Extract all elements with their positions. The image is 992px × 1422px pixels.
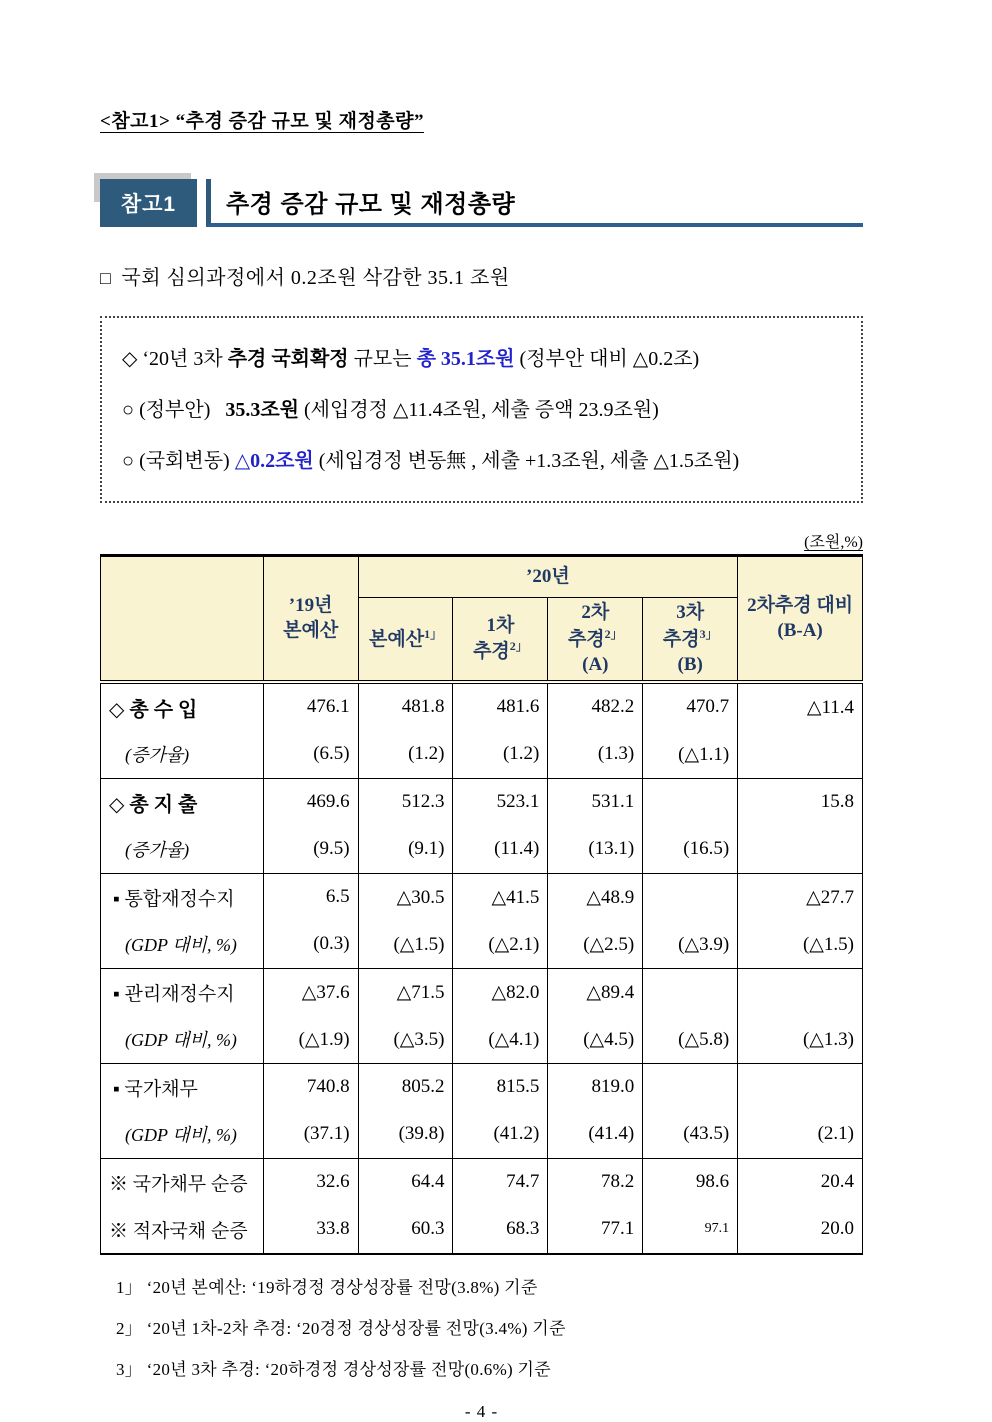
table-unit-note [100,529,863,552]
table-row [101,1111,863,1159]
cell-value: 32.6 [263,1158,358,1206]
cell-value: (16.5) [643,826,738,874]
cell-value [643,1063,738,1111]
header-col-supp2: 2차 추경$^{2」}$ (A) [548,598,643,682]
cell-value: (1.2) [358,731,453,779]
cell-value: (0.3) [263,921,358,969]
cell-value [643,968,738,1016]
cell-value: 523.1 [453,778,548,826]
cell-value [738,826,863,874]
table-body [101,682,863,1254]
cell-value: 98.6 [643,1158,738,1206]
footnote-3: 3」 ‘20년 3차 추경: ‘20하경정 경상성장률 전망(0.6%) 기준 [116,1359,551,1379]
table-row [101,778,863,826]
cell-value: 815.5 [453,1063,548,1111]
header-empty-cell [101,556,264,682]
header-col-supp3: 3차 추경$^{3」}$ (B) [643,598,738,682]
cell-value: 68.3 [453,1206,548,1254]
cell-value: (6.5) [263,731,358,779]
page-title: 추경 증감 규모 및 재정총량 [226,190,516,218]
table-row [101,1158,863,1206]
cell-value: 74.7 [453,1158,548,1206]
table-row [101,968,863,1016]
doc-reference-heading: <참고1> “추경 증감 규모 및 재정총량” [100,111,425,132]
header-col-main-budget: 본예산$^{1」}$ [358,598,453,682]
page-number: - 4 - [464,1401,499,1421]
cell-value [738,1063,863,1111]
cell-value: △48.9 [548,873,643,921]
table-row [101,873,863,921]
cell-value: 482.2 [548,682,643,731]
cell-value: (△1.3) [738,1016,863,1064]
cell-value: 78.2 [548,1158,643,1206]
cell-value: (1.3) [548,731,643,779]
cell-value: (△3.9) [643,921,738,969]
cell-value: (△1.9) [263,1016,358,1064]
header-col-diff: 2차추경 대비 (B-A) [738,556,863,682]
footnote-2: 2」 ‘20년 1차-2차 추경: ‘20경정 경상성장률 전망(3.4%) 기준 [116,1318,566,1338]
table-row [101,921,863,969]
cell-value: △37.6 [263,968,358,1016]
cell-value: 469.6 [263,778,358,826]
cell-value: 20.4 [738,1158,863,1206]
cell-value: 805.2 [358,1063,453,1111]
summary-line-2 [122,393,847,422]
cell-value: 819.0 [548,1063,643,1111]
footnote-1: 1」 ‘20년 본예산: ‘19하경정 경상성장률 전망(3.8%) 기준 [116,1277,538,1297]
row-label: ▪ 관리재정수지 [101,968,264,1016]
table-row [101,1063,863,1111]
cell-value [643,873,738,921]
header-col-19: ’19년 본예산 [263,556,358,682]
row-label: (GDP 대비, %) [125,1030,237,1051]
cell-value: 531.1 [548,778,643,826]
document-page [100,0,863,1422]
cell-value: (△5.8) [643,1016,738,1064]
summary-line3-seg3: (세입경정 변동無 , 세출 +1.3조원, 세출 △1.5조원) [313,450,740,472]
cell-value: △11.4 [738,682,863,731]
cell-value: 15.8 [738,778,863,826]
cell-value: (△3.5) [358,1016,453,1064]
cell-value: (37.1) [263,1111,358,1159]
cell-value: 33.8 [263,1206,358,1254]
cell-value: (13.1) [548,826,643,874]
table-row [101,1206,863,1254]
cell-value: (△4.1) [453,1016,548,1064]
cell-value: (2.1) [738,1111,863,1159]
cell-value: 97.1 [643,1206,738,1254]
summary-line1-seg2: 추경 국회확정 [227,348,349,370]
cell-value: 60.3 [358,1206,453,1254]
table-row [101,731,863,779]
table-header [101,556,863,682]
section-title-wrap [206,179,863,227]
cell-value: (△2.5) [548,921,643,969]
lead-bullet-line [100,261,863,290]
header-col-supp1: 1차 추경$^{2」}$ [453,598,548,682]
cell-value [738,731,863,779]
cell-value: △41.5 [453,873,548,921]
unit-note-text: (조원,%) [804,534,863,551]
cell-value: (9.5) [263,826,358,874]
cell-value: (39.8) [358,1111,453,1159]
row-label: ※ 국가채무 순증 [101,1158,264,1206]
row-label: ※ 적자국채 순증 [109,1220,248,1242]
cell-value: (43.5) [643,1111,738,1159]
cell-value [643,778,738,826]
cell-value: (11.4) [453,826,548,874]
cell-value: 64.4 [358,1158,453,1206]
cell-value: (△2.1) [453,921,548,969]
cell-value: (9.1) [358,826,453,874]
summary-line2-seg1: ○ (정부안) [122,399,226,421]
header-group-20: ’20년 [358,556,738,598]
cell-value: 740.8 [263,1063,358,1111]
row-label: ◇ 총 지 출 [101,778,264,826]
section-header [100,179,863,227]
summary-line2-amount: 35.3조원 [225,399,300,421]
cell-value: (△4.5) [548,1016,643,1064]
square-bullet-icon: □ [100,268,112,288]
cell-value: 20.0 [738,1206,863,1254]
cell-value: △27.7 [738,873,863,921]
cell-value: (41.2) [453,1111,548,1159]
cell-value: 481.8 [358,682,453,731]
cell-value [738,968,863,1016]
summary-line1-highlight: 총 35.1조원 [416,348,515,370]
table-row [101,826,863,874]
cell-value: 77.1 [548,1206,643,1254]
summary-line-3 [122,444,847,473]
fiscal-summary-table [100,554,863,1255]
summary-line3-highlight: △0.2조원 [234,450,314,472]
summary-line1-seg1: ◇ ‘20년 3차 [122,348,228,370]
row-label: (GDP 대비, %) [125,935,237,956]
summary-line1-seg3: 규모는 [348,348,417,370]
summary-line1-seg5: (정부안 대비 △0.2조) [514,348,700,370]
cell-value: 476.1 [263,682,358,731]
cell-value: 470.7 [643,682,738,731]
row-label: (증가율) [125,840,190,861]
table-row [101,1016,863,1064]
row-label: ▪ 국가채무 [101,1063,264,1111]
cell-value: (△1.5) [738,921,863,969]
summary-line3-seg1: ○ (국회변동) [122,450,235,472]
summary-line2-seg3: (세입경정 △11.4조원, 세출 증액 23.9조원) [299,399,659,421]
row-label: ▪ 통합재정수지 [101,873,264,921]
cell-value: △30.5 [358,873,453,921]
cell-value: 481.6 [453,682,548,731]
summary-line-1 [122,342,847,371]
row-label: (GDP 대비, %) [125,1125,237,1146]
section-badge: 참고1 [100,179,197,227]
cell-value: 6.5 [263,873,358,921]
row-label: (증가율) [125,745,190,766]
cell-value: (△1.1) [643,731,738,779]
cell-value: △82.0 [453,968,548,1016]
row-label: ◇ 총 수 입 [109,698,198,721]
cell-value: (1.2) [453,731,548,779]
cell-value: (41.4) [548,1111,643,1159]
cell-value: (△1.5) [358,921,453,969]
cell-value: 512.3 [358,778,453,826]
lead-bullet-text: 국회 심의과정에서 0.2조원 삭감한 35.1 조원 [121,267,510,289]
cell-value: △71.5 [358,968,453,1016]
cell-value: △89.4 [548,968,643,1016]
table-row [101,682,863,731]
footnotes [100,1273,863,1380]
summary-box [100,316,863,503]
